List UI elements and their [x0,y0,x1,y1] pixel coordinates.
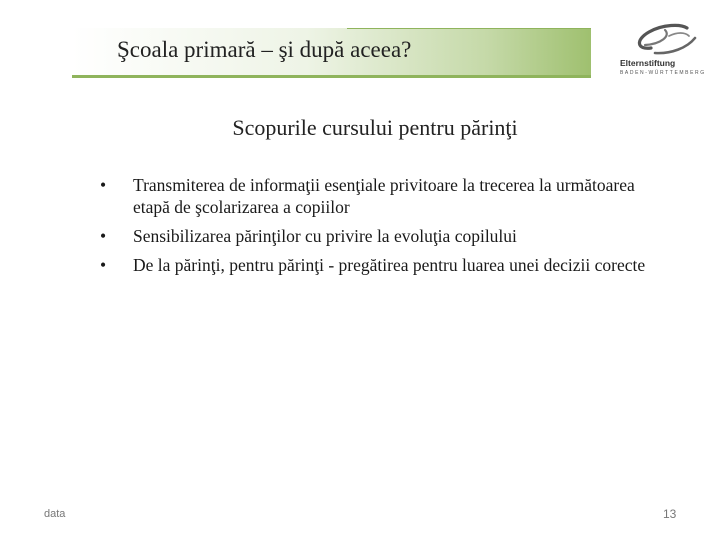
bullet-text: Transmiterea de informaţii esenţiale privitoare la trecerea la următoarea etapă de şcolarizarea a copiilor [133,175,635,217]
bullet-list [100,174,660,283]
logo-subtitle: BADEN-WÜRTTEMBERG [620,70,706,76]
slide-subtitle: Scopurile cursului pentru părinţi [232,115,518,140]
title-bar-top-line [347,28,591,29]
page-number: 13 [663,507,677,521]
bullet-dot: • [100,226,107,246]
footer-date: data [44,508,66,520]
bullet-item [100,254,660,276]
elternstiftung-logo [615,18,705,80]
bullet-item [100,225,660,247]
logo-name: Elternstiftung [620,58,676,68]
bullet-dot: • [100,175,107,195]
bullet-text: Sensibilizarea părinţilor cu privire la evoluţia copilului [133,226,517,246]
slide-title: Şcoala primară – şi după aceea? [117,37,412,62]
bullet-text: De la părinţi, pentru părinţi - pregătirea pentru luarea unei decizii corecte [133,255,646,275]
bullet-item [100,174,660,218]
title-bar [72,28,591,78]
bullet-dot: • [100,255,107,275]
elternstiftung-swirl-logo-icon [615,18,705,60]
